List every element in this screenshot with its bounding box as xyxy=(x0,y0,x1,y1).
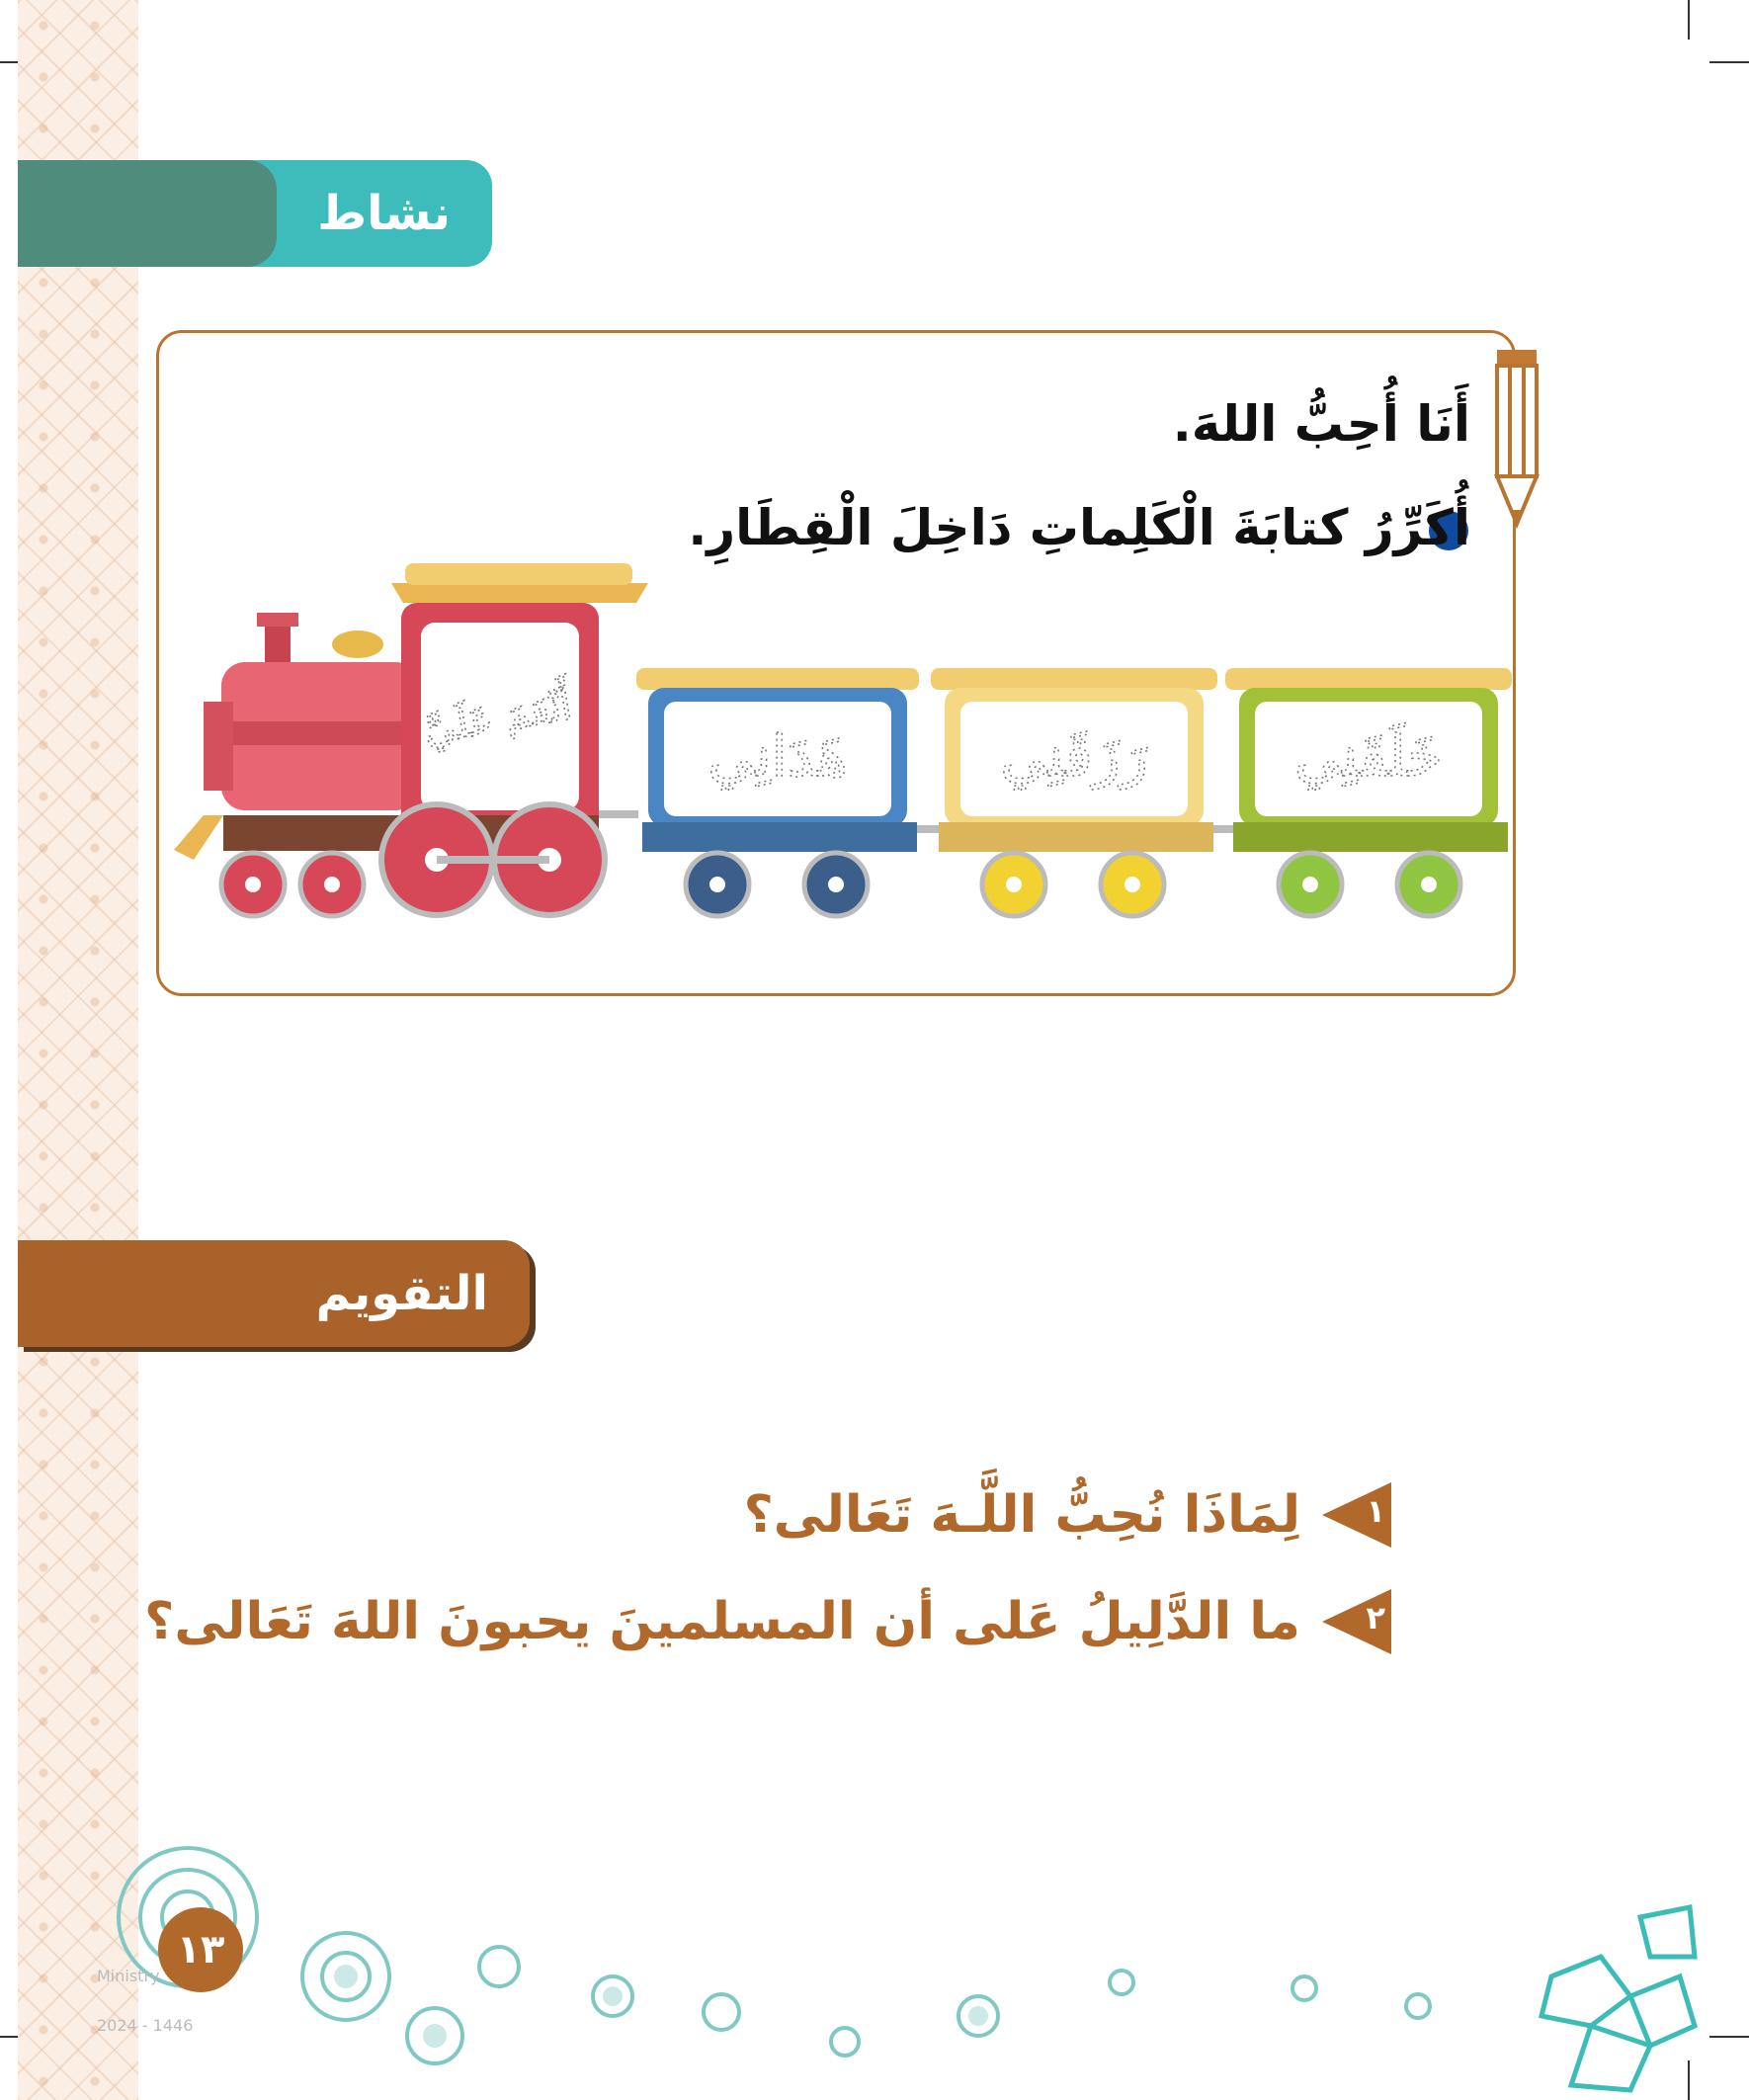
decorative-rosettes xyxy=(109,1838,1492,2095)
decorative-side-pattern xyxy=(18,0,138,2100)
question-text: لِمَاذَا نُحِبُّ اللَّـهَ تَعَالى؟ xyxy=(743,1485,1300,1545)
crop-mark xyxy=(1709,61,1749,63)
crop-mark xyxy=(1709,2036,1749,2038)
question-text: ما الدَّلِيلُ عَلى أن المسلمينَ يحبونَ اللهَ تَعَالى؟ xyxy=(144,1592,1300,1651)
activity-banner-title: نشاط xyxy=(317,186,451,241)
question-row xyxy=(744,1482,1391,1548)
activity-banner-accent xyxy=(18,160,277,267)
train-illustration xyxy=(164,563,1518,929)
question-number: ٢ xyxy=(1366,1599,1385,1637)
evaluation-banner-title: التقويم xyxy=(315,1266,488,1321)
train-word-engine: أَنْعَمَ عَلَيَّ xyxy=(420,683,576,754)
question-number-badge xyxy=(1322,1482,1391,1548)
question-row xyxy=(144,1589,1391,1654)
train-car-blue xyxy=(636,668,919,916)
train-word-green: خَلَقَنِي xyxy=(1293,722,1444,790)
activity-instruction: أُكَرِّرُ كتابَةَ الْكَلِماتِ دَاخِلَ الْقِطَارِ. xyxy=(688,499,1470,556)
train-word-yellow: رَزَقَنِي xyxy=(1000,722,1148,790)
train-engine xyxy=(174,563,648,916)
pencil-icon xyxy=(1494,348,1540,532)
ministry-logo-text: Ministry xyxy=(97,1967,160,1985)
train-car-green xyxy=(1225,668,1512,916)
train-word-blue: هَدَانِي xyxy=(708,722,848,790)
edition-year: 2024 - 1446 xyxy=(97,2016,194,2035)
decorative-corner-geometry xyxy=(1532,1897,1700,2095)
evaluation-banner xyxy=(18,1240,530,1347)
page-number: ١٣ xyxy=(176,1927,225,1973)
train-car-yellow xyxy=(931,668,1217,916)
crop-mark xyxy=(1688,0,1690,40)
question-number-badge xyxy=(1322,1589,1391,1654)
question-number: ١ xyxy=(1366,1492,1385,1530)
activity-statement: أَنَا أُحِبُّ اللهَ. xyxy=(1172,395,1470,453)
page-number-badge xyxy=(158,1907,243,1992)
activity-banner xyxy=(18,160,492,267)
